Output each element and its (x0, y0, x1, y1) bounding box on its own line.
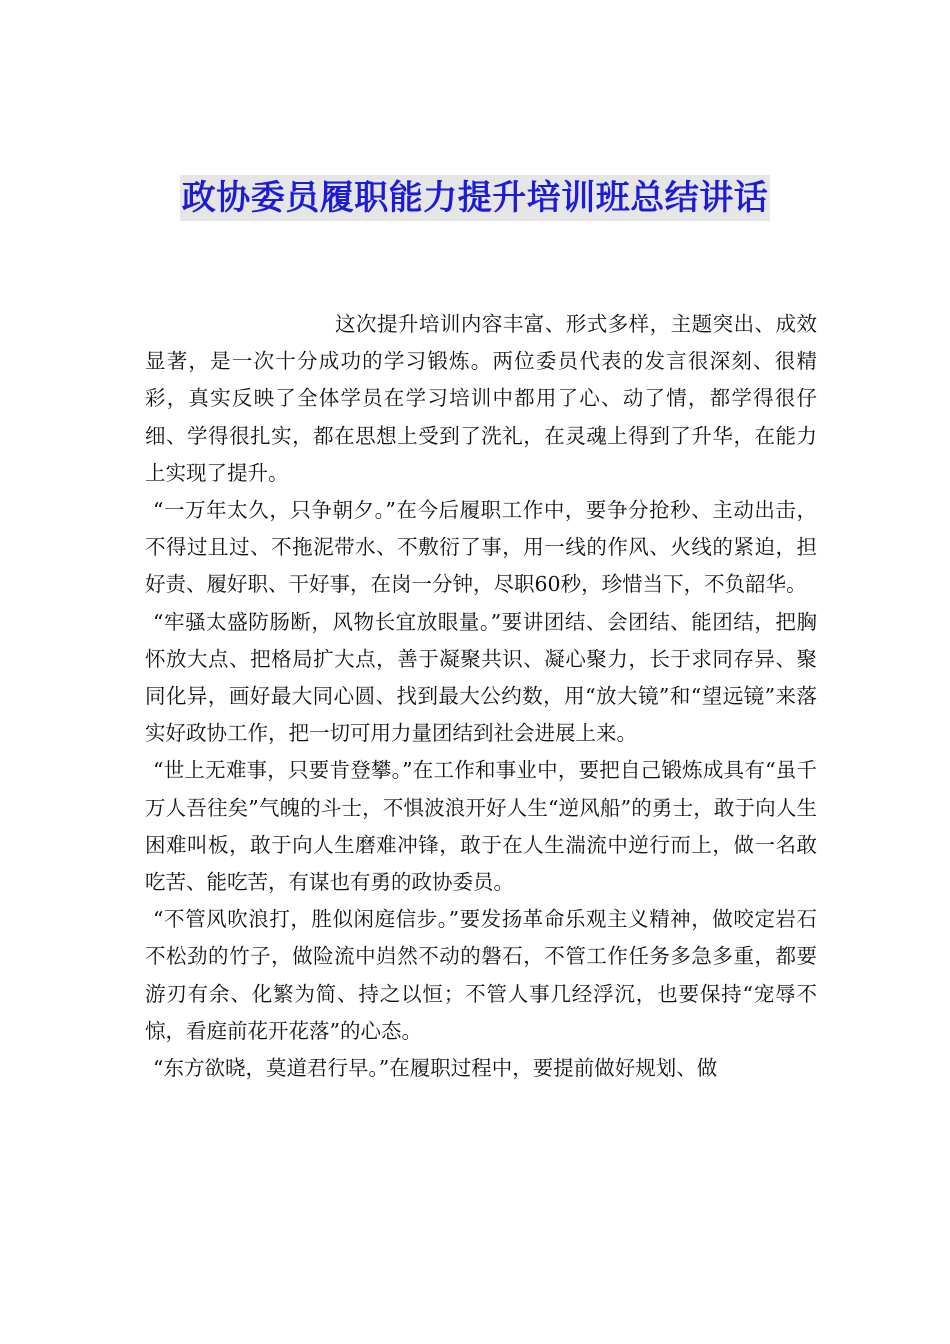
paragraph-1: 这次提升培训内容丰富、形式多样，主题突出、成效显著，是一次十分成功的学习锻炼。两位委员代表的发言很深刻、很精彩，真实反映了全体学员在学习培训中都用了心、动了情，都学得很仔细、学得很扎实，都在思想上受到了洗礼，在灵魂上得到了升华，在能力上实现了提升。 (145, 312, 817, 485)
paragraph-4: “世上无难事，只要肯登攀。”在工作和事业中，要把自己锻炼成具有“虽千万人吾往矣”气魄的斗士，不惧波浪开好人生“逆风船”的勇士，敢于向人生困难叫板，敢于向人生磨难冲锋，敢于在人生湍流中逆行而上，做一名敢吃苦、能吃苦，有谋也有勇的政协委员。 (145, 758, 817, 895)
document-title: 政协委员履职能力提升培训班总结讲话 (180, 175, 771, 221)
title-container (0, 175, 950, 221)
paragraph-3: “牢骚太盛防肠断，风物长宜放眼量。”要讲团结、会团结、能团结，把胸怀放大点、把格局扩大点，善于凝聚共识、凝心聚力，长于求同存异、聚同化异，画好最大同心圆、找到最大公约数，用“放大镜”和“望远镜”来落实好政协工作，把一切可用力量团结到社会进展上来。 (145, 609, 817, 746)
paragraph-5: “不管风吹浪打，胜似闲庭信步。”要发扬革命乐观主义精神，做咬定岩石不松劲的竹子，做险流中岿然不动的磐石，不管工作任务多急多重，都要游刃有余、化繁为简、持之以恒；不管人事几经浮沉，也要保持“宠辱不惊，看庭前花开花落”的心态。 (145, 907, 817, 1043)
document-body (145, 306, 817, 1087)
paragraph-6: “东方欲晓，莫道君行早。”在履职过程中，要提前做好规划、做 (153, 1056, 718, 1081)
paragraph-2: “一万年太久，只争朝夕。”在今后履职工作中，要争分抢秒、主动出击，不得过且过、不拖泥带水、不敷衍了事，用一线的作风、火线的紧迫，担好责、履好职、干好事，在岗一分钟，尽职60秒，珍惜当下，不负韶华。 (145, 498, 817, 597)
